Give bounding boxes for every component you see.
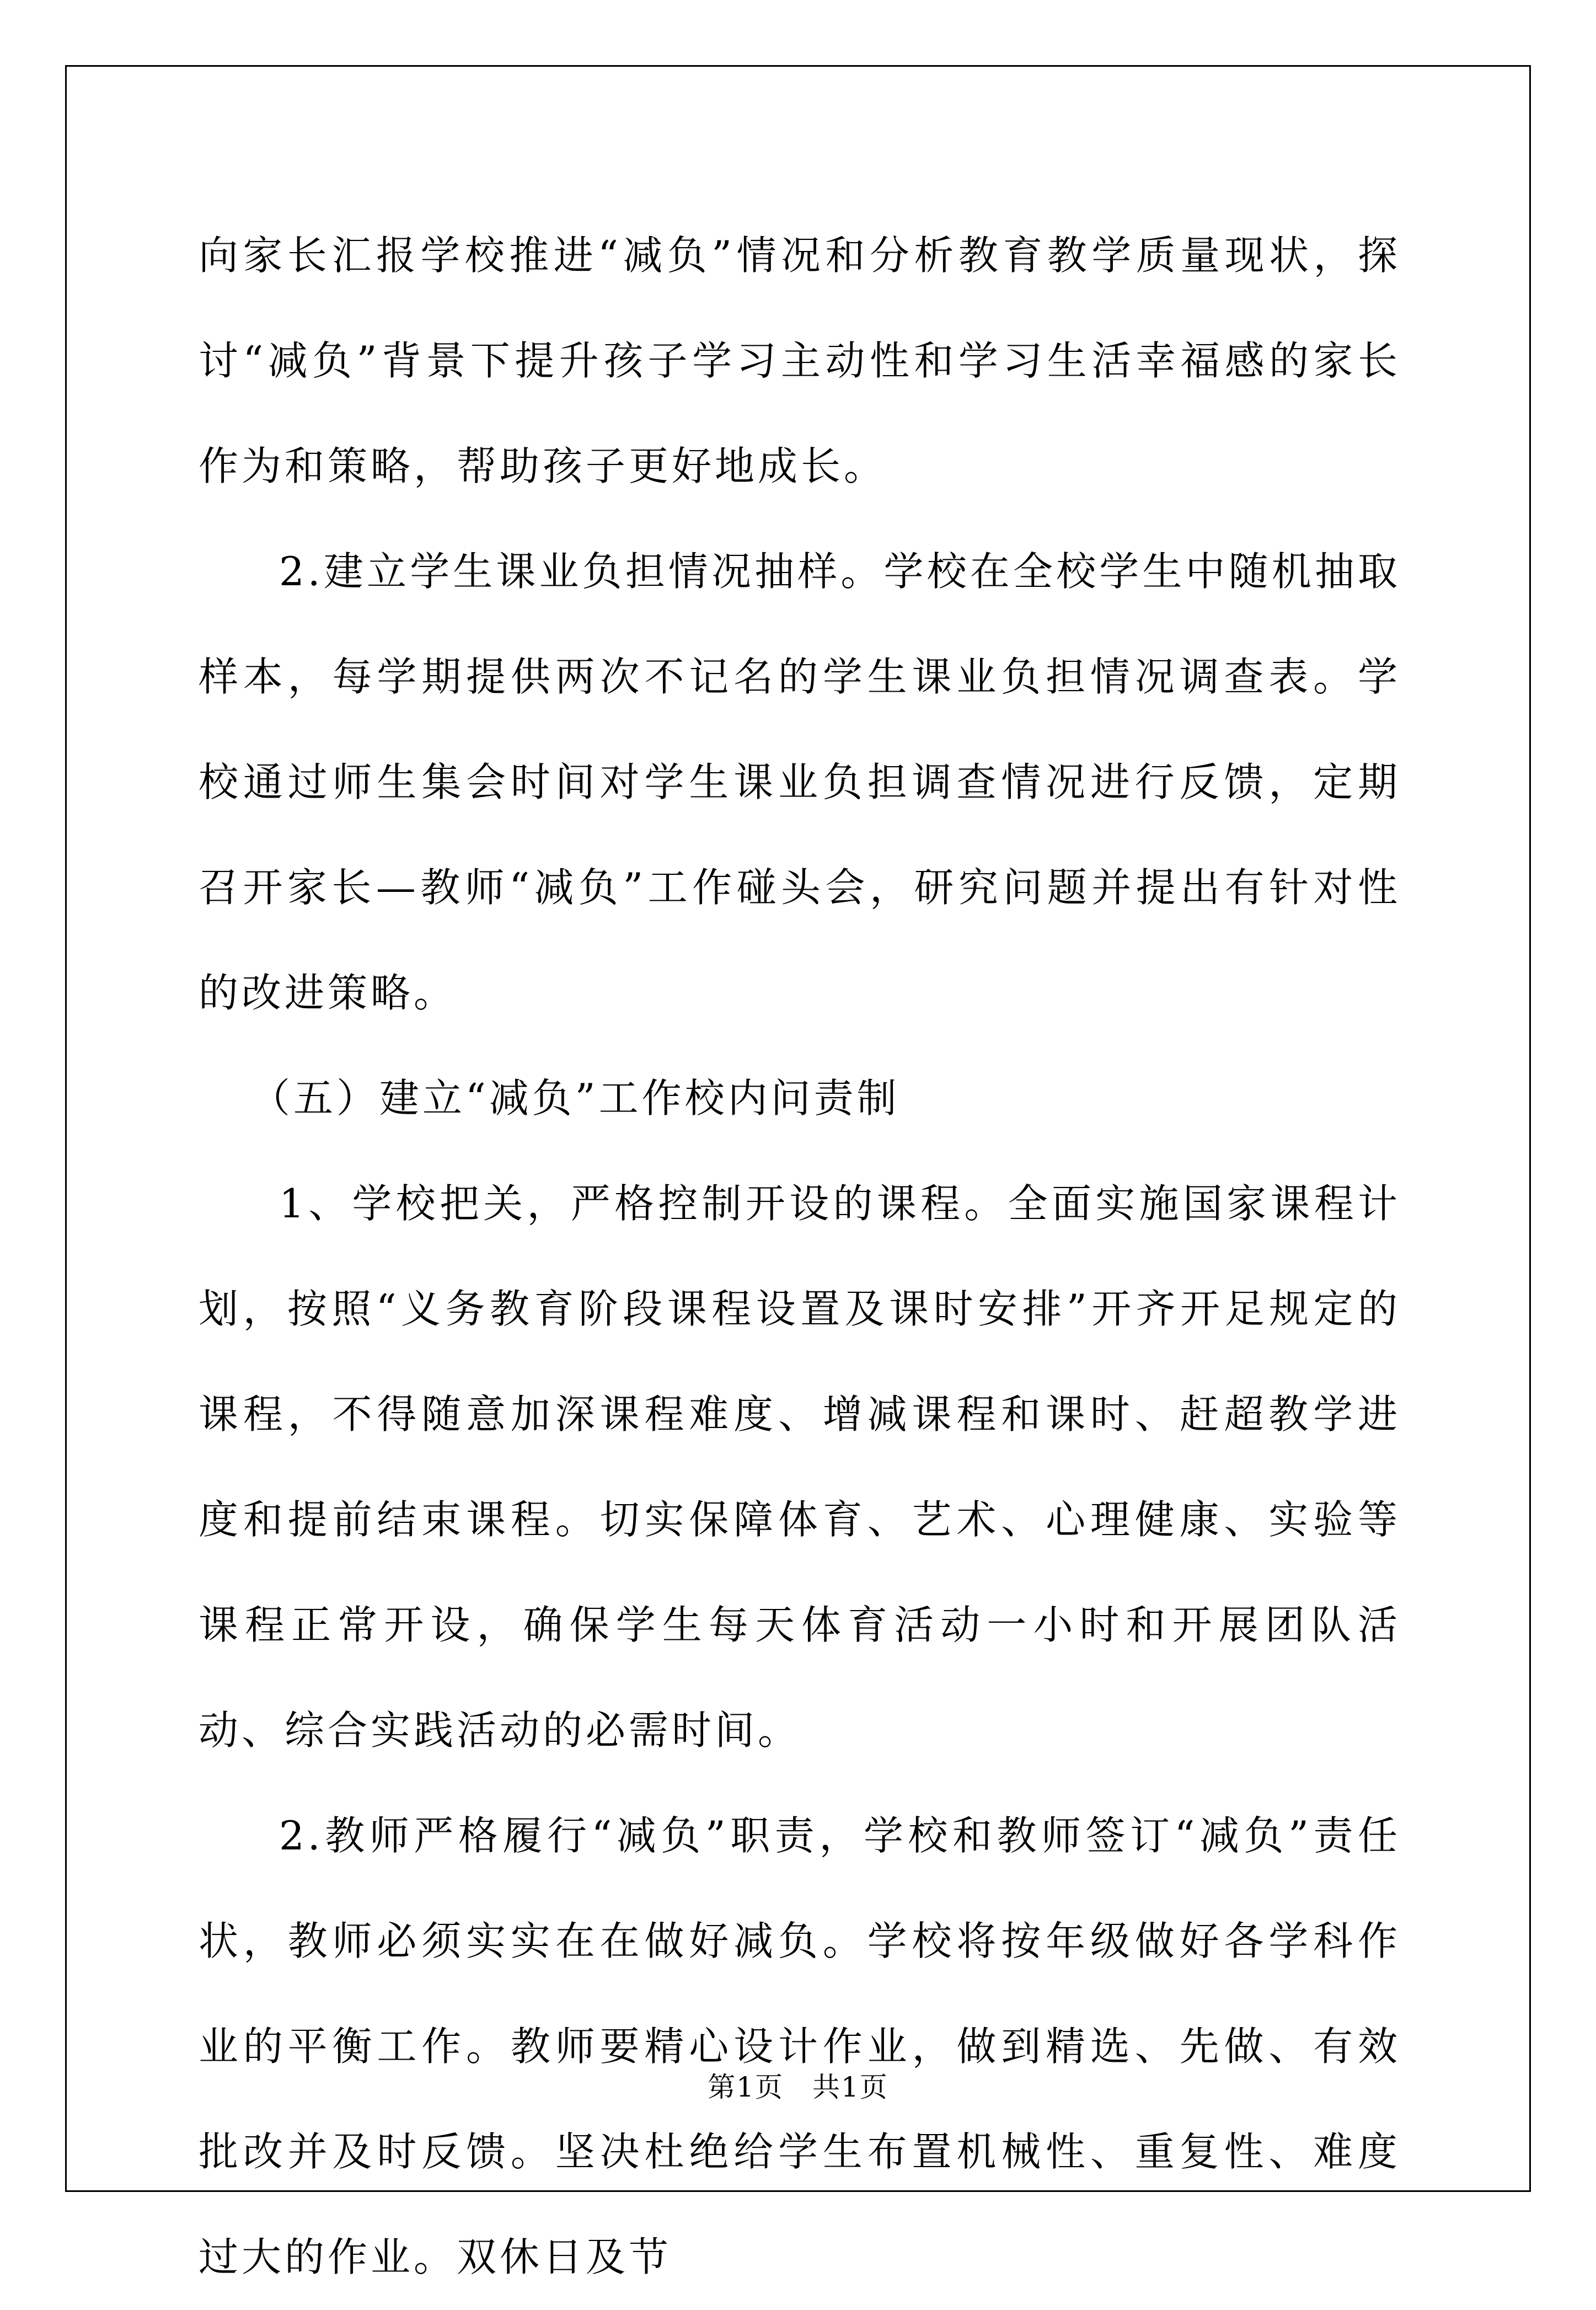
document-body xyxy=(199,203,1401,2310)
page-number-footer: 第1页 共1页 xyxy=(708,2071,888,2103)
section-heading: （五）建立“减负”工作校内问责制 xyxy=(250,1075,900,1121)
paragraph-2: 2.建立学生课业负担情况抽样。学校在全校学生中随机抽取样本，每学期提供两次不记名的学生课业负担情况调查表。学校通过师生集会时间对学生课业负担调查情况进行反馈，定期召开家长—教师“减负”工作碰头会，研究问题并提出有针对性的改进策略。 xyxy=(199,548,1401,1016)
paragraph-4: 2.教师严格履行“减负”职责，学校和教师签订“减负”责任状，教师必须实实在在做好减负。学校将按年级做好各学科作业的平衡工作。教师要精心设计作业，做到精选、先做、有效批改并及时反馈。坚决杜绝给学生布置机械性、重复性、难度过大的作业。双休日及节 xyxy=(199,1812,1401,2280)
paragraph-1: 向家长汇报学校推进“减负”情况和分析教育教学质量现状，探讨“减负”背景下提升孩子学习主动性和学习生活幸福感的家长作为和策略，帮助孩子更好地成长。 xyxy=(199,232,1401,489)
paragraph-3: 1、学校把关，严格控制开设的课程。全面实施国家课程计划，按照“义务教育阶段课程设置及课时安排”开齐开足规定的课程，不得随意加深课程难度、增减课程和课时、赶超教学进度和提前结束课程。切实保障体育、艺术、心理健康、实验等课程正常开设，确保学生每天体育活动一小时和开展团队活动、综合实践活动的必需时间。 xyxy=(199,1180,1401,1753)
